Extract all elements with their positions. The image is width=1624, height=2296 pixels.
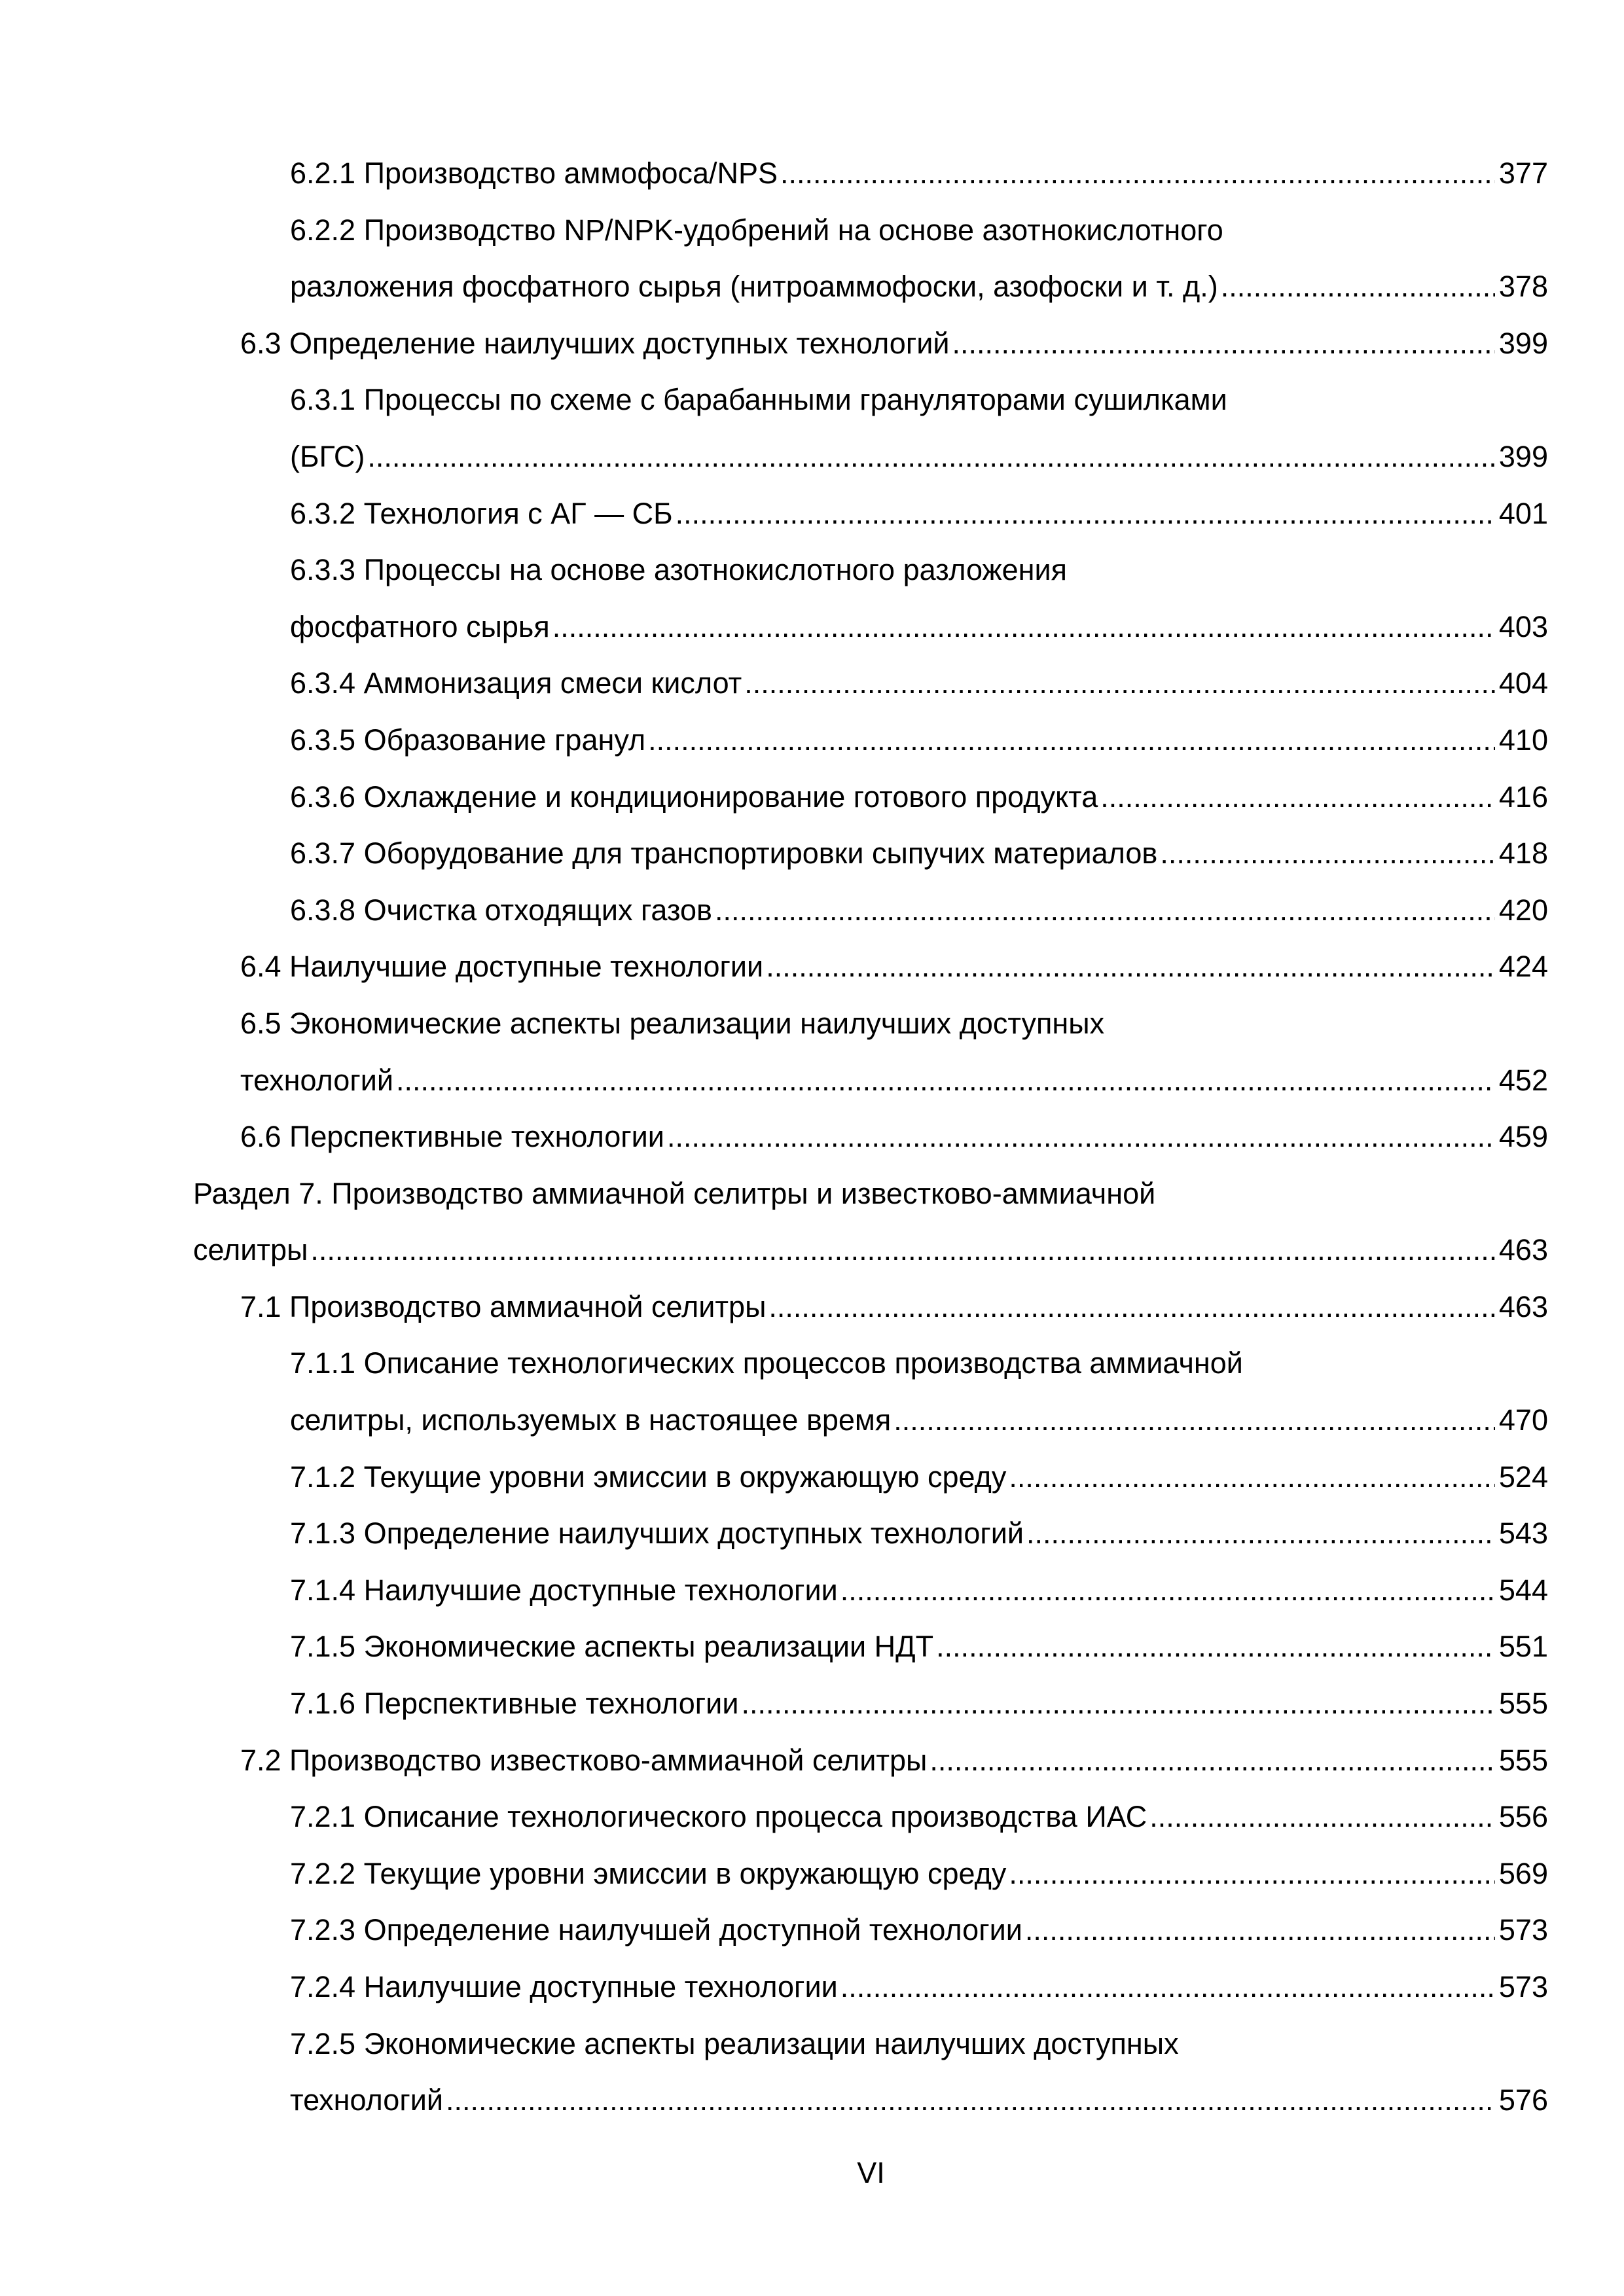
toc-entry[interactable] [193, 655, 1548, 712]
toc-entry-title: фосфатного сырья [290, 609, 550, 643]
toc-entry-continued[interactable] [193, 1335, 1548, 1392]
dot-leader [1025, 1902, 1495, 1959]
toc-entry[interactable] [193, 1902, 1548, 1959]
toc-entry-title: технологий [240, 1063, 394, 1097]
toc-entry-title: 7.1.6 Перспективные технологии [290, 1687, 739, 1721]
dot-leader [1009, 1449, 1495, 1506]
dot-leader [1149, 1789, 1495, 1846]
dot-leader [310, 1222, 1494, 1279]
toc-entry-title: 6.3.5 Образование гранул [290, 723, 646, 757]
toc-entry[interactable] [193, 1732, 1548, 1789]
toc-page-number: 377 [1498, 156, 1548, 190]
toc-entry-title: 7.2.3 Определение наилучшей доступной технологии [290, 1913, 1022, 1947]
dot-leader [893, 1392, 1495, 1449]
toc-entry-continued[interactable] [193, 372, 1548, 429]
toc-entry[interactable] [193, 315, 1548, 372]
toc-entry[interactable] [193, 145, 1548, 202]
toc-page-number: 569 [1498, 1856, 1548, 1890]
toc-entry-title: 6.6 Перспективные технологии [240, 1120, 664, 1154]
dot-leader [840, 1562, 1495, 1619]
toc-entry-title: 7.2.5 Экономические аспекты реализации наилучших доступных [290, 2026, 1179, 2060]
dot-leader [1221, 259, 1495, 315]
dot-leader [552, 599, 1495, 656]
toc-entry[interactable] [193, 1959, 1548, 2016]
toc-page-number: 555 [1498, 1687, 1548, 1721]
toc-entry-title: 7.2 Производство известково-аммиачной селитры [240, 1743, 928, 1777]
toc-entry-continued[interactable] [193, 996, 1548, 1052]
dot-leader [768, 1279, 1494, 1336]
toc-entry-continued[interactable] [193, 2016, 1548, 2073]
toc-entry-title: 6.3.1 Процессы по схеме с барабанными грануляторами сушилками [290, 383, 1227, 417]
toc-entry-title: 6.5 Экономические аспекты реализации наилучших доступных [240, 1006, 1105, 1040]
toc-entry-title: 7.1.4 Наилучшие доступные технологии [290, 1573, 838, 1607]
toc-page-number: 543 [1498, 1516, 1548, 1551]
dot-leader [766, 939, 1495, 996]
dot-leader [446, 2072, 1495, 2129]
dot-leader [1026, 1505, 1495, 1562]
dot-leader [676, 486, 1495, 543]
toc-entry-title: 7.2.2 Текущие уровни эмиссии в окружающую среду [290, 1856, 1007, 1890]
toc-page-number: 555 [1498, 1743, 1548, 1777]
toc-page-number: 378 [1498, 270, 1548, 304]
toc-entry-title: 7.2.1 Описание технологического процесса производства ИАС [290, 1800, 1147, 1834]
toc-page-number: 573 [1498, 1913, 1548, 1947]
toc-entry-title: разложения фосфатного сырья (нитроаммофоски, азофоски и т. д.) [290, 270, 1218, 304]
toc-entry[interactable] [193, 599, 1548, 656]
toc-entry[interactable] [193, 259, 1548, 315]
toc-entry[interactable] [193, 1222, 1548, 1279]
toc-page-number: 524 [1498, 1460, 1548, 1494]
dot-leader [741, 1676, 1494, 1732]
toc-entry-title: 7.2.4 Наилучшие доступные технологии [290, 1970, 838, 2003]
dot-leader [367, 429, 1495, 486]
toc-entry[interactable] [193, 2072, 1548, 2129]
toc-entry-title: 6.3.8 Очистка отходящих газов [290, 893, 712, 927]
toc-page-number: 544 [1498, 1573, 1548, 1607]
toc-entry-title: 6.3.6 Охлаждение и кондиционирование готового продукта [290, 780, 1098, 814]
toc-page-number: 424 [1498, 950, 1548, 984]
table-of-contents [193, 145, 1548, 2129]
toc-page-number: 401 [1498, 496, 1548, 530]
toc-entry[interactable] [193, 486, 1548, 543]
toc-entry[interactable] [193, 1505, 1548, 1562]
toc-page-number: 416 [1498, 780, 1548, 814]
toc-entry[interactable] [193, 1562, 1548, 1619]
toc-entry[interactable] [193, 1789, 1548, 1846]
toc-page-number: 452 [1498, 1063, 1548, 1097]
toc-entry-title: селитры, используемых в настоящее время [290, 1403, 892, 1437]
toc-entry[interactable] [193, 1449, 1548, 1506]
toc-entry[interactable] [193, 882, 1548, 939]
toc-entry[interactable] [193, 1619, 1548, 1676]
toc-entry[interactable] [193, 769, 1548, 826]
toc-entry-continued[interactable] [193, 1166, 1548, 1223]
page-number: VI [857, 2156, 885, 2189]
toc-page-number: 551 [1498, 1630, 1548, 1664]
toc-page-number: 410 [1498, 723, 1548, 757]
dot-leader [396, 1052, 1495, 1109]
toc-page-number: 576 [1498, 2083, 1548, 2117]
toc-entry-title: 7.1.2 Текущие уровни эмиссии в окружающую среду [290, 1460, 1007, 1494]
dot-leader [936, 1619, 1495, 1676]
dot-leader [715, 882, 1495, 939]
toc-entry-title: 6.2.1 Производство аммофоса/NPS [290, 156, 778, 190]
toc-page-number: 463 [1498, 1233, 1548, 1267]
toc-entry-title: селитры [193, 1233, 308, 1267]
toc-entry[interactable] [193, 712, 1548, 769]
toc-entry[interactable] [193, 1109, 1548, 1166]
dot-leader [648, 712, 1495, 769]
toc-entry-title: 6.3.7 Оборудование для транспортировки сыпучих материалов [290, 836, 1158, 870]
dot-leader [952, 315, 1495, 372]
toc-entry[interactable] [193, 1392, 1548, 1449]
toc-page-number: 556 [1498, 1800, 1548, 1834]
toc-entry[interactable] [193, 1052, 1548, 1109]
toc-page-number: 459 [1498, 1120, 1548, 1154]
toc-entry-continued[interactable] [193, 202, 1548, 259]
toc-entry-continued[interactable] [193, 542, 1548, 599]
toc-entry[interactable] [193, 1846, 1548, 1903]
toc-entry-title: 6.3.4 Аммонизация смеси кислот [290, 666, 742, 700]
dot-leader [1160, 825, 1495, 882]
toc-page-number: 573 [1498, 1970, 1548, 2003]
dot-leader [744, 655, 1495, 712]
toc-entry-title: технологий [290, 2083, 444, 2117]
toc-entry-title: 7.1.1 Описание технологических процессов производства аммиачной [290, 1346, 1243, 1380]
dot-leader [1009, 1846, 1495, 1903]
toc-entry-title: 7.1 Производство аммиачной селитры [240, 1289, 767, 1323]
toc-page-number: 463 [1498, 1289, 1548, 1323]
toc-page-number: 404 [1498, 666, 1548, 700]
toc-page-number: 399 [1498, 326, 1548, 360]
toc-page-number: 420 [1498, 893, 1548, 927]
toc-entry-title: 6.3.3 Процессы на основе азотнокислотного разложения [290, 553, 1068, 587]
toc-page-number: 403 [1498, 609, 1548, 643]
toc-entry[interactable] [193, 1279, 1548, 1336]
toc-entry[interactable] [193, 825, 1548, 882]
toc-entry-title: 6.3.2 Технология с АГ — СБ [290, 496, 673, 530]
toc-page-number: 418 [1498, 836, 1548, 870]
toc-page-number: 399 [1498, 439, 1548, 473]
toc-entry-title: 7.1.3 Определение наилучших доступных технологий [290, 1516, 1024, 1551]
dot-leader [667, 1109, 1495, 1166]
dot-leader [929, 1732, 1495, 1789]
toc-entry[interactable] [193, 939, 1548, 996]
dot-leader [840, 1959, 1495, 2016]
toc-entry[interactable] [193, 429, 1548, 486]
toc-entry-title: Раздел 7. Производство аммиачной селитры и известково-аммиачной [193, 1176, 1156, 1210]
toc-entry[interactable] [193, 1676, 1548, 1732]
toc-entry-title: 6.2.2 Производство NP/NPK-удобрений на основе азотнокислотного [290, 213, 1223, 247]
toc-entry-title: 6.3 Определение наилучших доступных технологий [240, 326, 950, 360]
toc-entry-title: 7.1.5 Экономические аспекты реализации НДТ [290, 1630, 934, 1664]
dot-leader [780, 145, 1495, 202]
dot-leader [1100, 769, 1495, 826]
toc-page-number: 470 [1498, 1403, 1548, 1437]
toc-entry-title: 6.4 Наилучшие доступные технологии [240, 950, 764, 984]
toc-entry-title: (БГС) [290, 439, 365, 473]
